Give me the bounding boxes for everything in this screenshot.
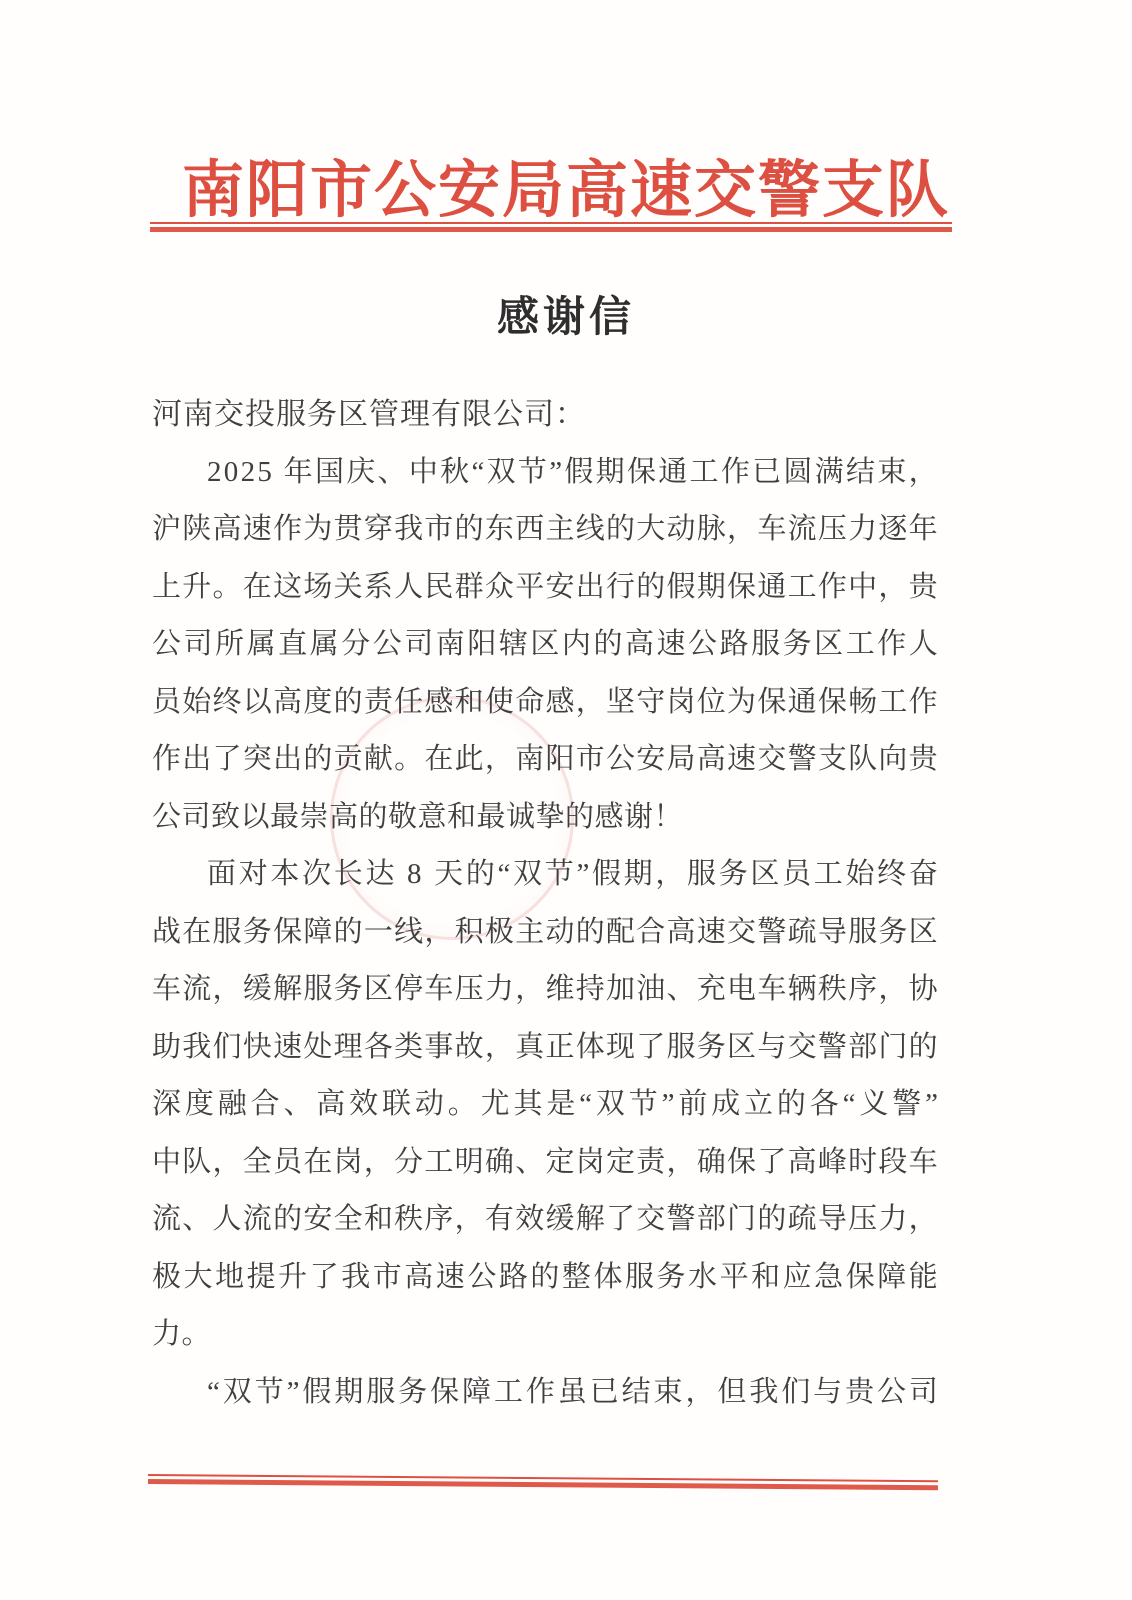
letterhead-rule — [150, 222, 952, 232]
body-line: 公 司 所 属 直 属 分 公 司 南 阳 辖 区 内 的 高 速 公 路 服 务 区 工 作 人 — [152, 628, 938, 660]
body-line: 深 度 融 合 、 高 效 联 动 。 尤 其 是 “ 双 节 ” 前 成 立 的 各 “ 义 警 ” — [152, 1088, 938, 1120]
body-line: 员 始 终 以 高 度 的 责 任 感 和 使 命 感 ， 坚 守 岗 位 为 保 通 保 畅 工 作 — [152, 685, 938, 718]
body-line: 作 出 了 突 出 的 贡 献 。 在 此 ， 南 阳 市 公 安 局 高 速 交 警 支 队 向 贵 — [152, 743, 938, 775]
body-line: “ 双 节 ” 假 期 服 务 保 障 工 作 虽 已 结 束 ， 但 我 们 与 贵 公 司 — [207, 1375, 938, 1408]
body-line: 面 对 本 次 长 达 8 天 的 “ 双 节 ” 假 期 ， 服 务 区 员 工 始 终 奋 — [207, 858, 938, 890]
footer-rule — [148, 1474, 938, 1490]
letter-body — [152, 386, 938, 1421]
body-line: 流 、 人 流 的 安 全 和 秩 序 ， 有 效 缓 解 了 交 警 部 门 的 疏 导 压 力 ， — [152, 1203, 938, 1235]
letter-title: 感谢信 — [496, 295, 635, 341]
body-line: 力。 — [152, 1318, 212, 1350]
salutation-line: 河南交投服务区管理有限公司： — [152, 398, 586, 431]
body-line: 战 在 服 务 保 障 的 一 线 ， 积 极 主 动 的 配 合 高 速 交 警 疏 导 服 务 区 — [152, 915, 938, 948]
body-line: 上 升 。 在 这 场 关 系 人 民 群 众 平 安 出 行 的 假 期 保 通 工 作 中 ， 贵 — [152, 570, 938, 603]
body-line: 极 大 地 提 升 了 我 市 高 速 公 路 的 整 体 服 务 水 平 和 应 急 保 障 能 — [152, 1260, 938, 1293]
body-line: 沪 陕 高 速 作 为 贯 穿 我 市 的 东 西 主 线 的 大 动 脉 ， 车 流 压 力 逐 年 — [152, 513, 938, 545]
paragraph-lines — [152, 444, 938, 1422]
body-line: 公司致以最崇高的敬意和最诚挚的感谢！ — [152, 800, 684, 833]
body-line: 助 我 们 快 速 处 理 各 类 事 故 ， 真 正 体 现 了 服 务 区 与 交 警 部 门 的 — [152, 1030, 938, 1063]
body-line: 车 流 ， 缓 解 服 务 区 停 车 压 力 ， 维 持 加 油 、 充 电 车 辆 秩 序 ， 协 — [152, 973, 938, 1005]
body-line: 中 队 ， 全 员 在 岗 ， 分 工 明 确 、 定 岗 定 责 ， 确 保 了 高 峰 时 段 车 — [152, 1145, 938, 1178]
body-line: 2 0 2 5 年 国 庆 、 中 秋 “ 双 节 ” 假 期 保 通 工 作 已 圆 满 结 束 ， — [207, 455, 938, 488]
letterhead-agency-name: 南阳市公安局高速交警支队 — [181, 157, 950, 225]
